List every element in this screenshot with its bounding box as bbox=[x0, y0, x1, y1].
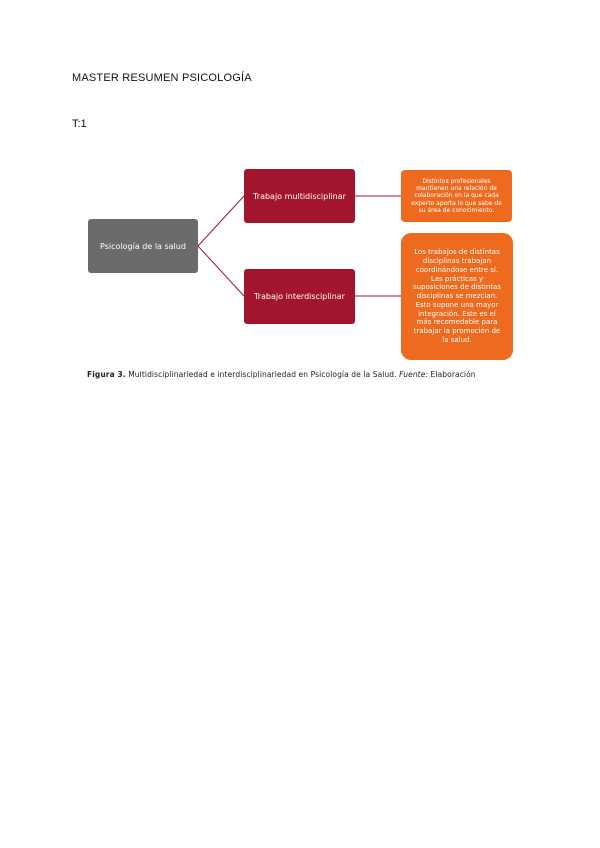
description-node-multidisciplinar bbox=[401, 170, 512, 222]
figure-caption bbox=[87, 370, 517, 382]
root-node-label: Psicología de la salud bbox=[100, 241, 186, 251]
description-text: Distintos profesionales mantienen una relación de colaboración en la que cada experto aporta lo que sabe de su área de conocimiento. bbox=[411, 178, 502, 214]
branch-node-multidisciplinar bbox=[244, 169, 355, 223]
description-node-interdisciplinar bbox=[401, 233, 513, 360]
connector-root-to-inter bbox=[198, 246, 244, 296]
document-title: MASTER RESUMEN PSICOLOGÍA bbox=[72, 72, 252, 84]
figure-caption-text: Multidisciplinariedad e interdisciplinariedad en Psicología de la Salud. bbox=[128, 370, 397, 379]
root-node bbox=[88, 219, 198, 273]
branch-node-label: Trabajo multidisciplinar bbox=[253, 191, 346, 201]
figure-number: Figura 3. bbox=[87, 370, 126, 379]
section-label: T:1 bbox=[72, 118, 87, 130]
description-text: Los trabajos de distintas disciplinas trabajan coordinándose entre sí. Las prácticas y suposiciones de distintas disciplinas se mezclan. Esto supone una mayor integración. Este es el más recomedable para trabajar la promoción de la salud. bbox=[413, 248, 501, 344]
figure-source-label: Fuente: bbox=[399, 370, 429, 379]
branch-node-label: Trabajo interdisciplinar bbox=[254, 292, 345, 301]
figure-source-text: Elaboración bbox=[430, 370, 476, 379]
concept-diagram bbox=[80, 160, 520, 375]
branch-node-interdisciplinar bbox=[244, 269, 355, 324]
connector-root-to-multi bbox=[198, 196, 244, 246]
